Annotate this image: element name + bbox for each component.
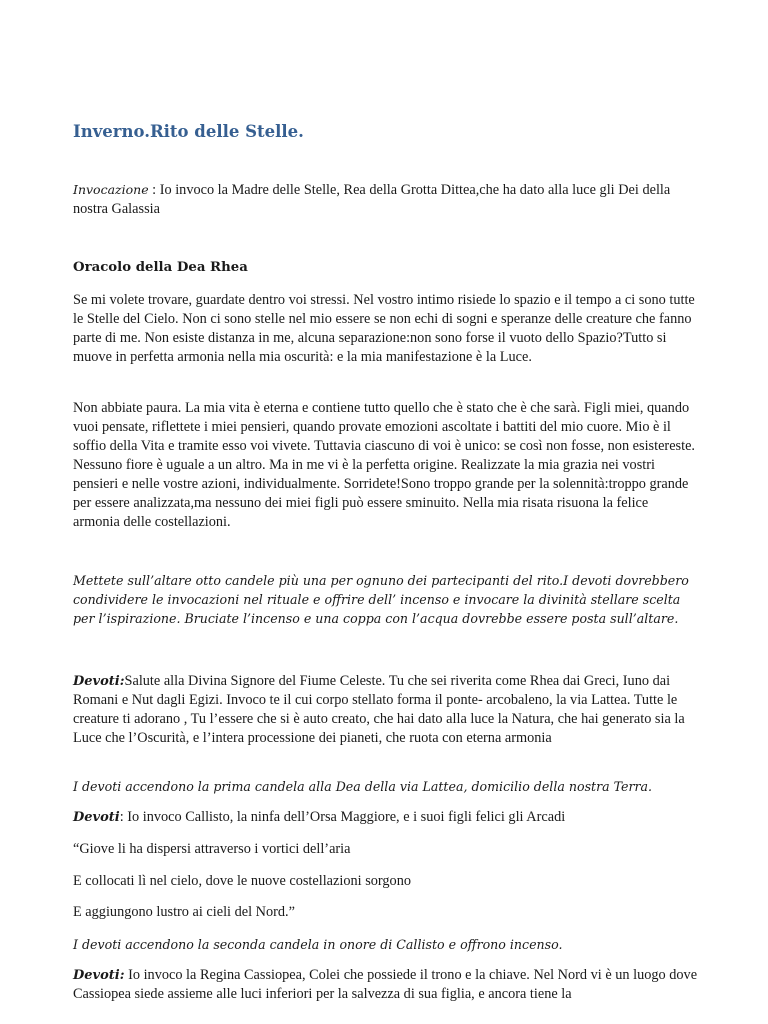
devoti-paragraph-1 xyxy=(73,672,698,748)
verse-line-2: E collocati lì nel cielo, dove le nuove costellazioni sorgono xyxy=(73,873,412,889)
invocation-label: Invocazione xyxy=(73,182,149,197)
speaker-label: Devoti: xyxy=(73,968,125,983)
devoti-text: : Io invoco Callisto, la ninfa dell’Orsa Maggiore, e i suoi figli felici gli Arcadi xyxy=(119,809,566,825)
speaker-label: Devoti: xyxy=(73,674,125,689)
document-title: Inverno.Rito delle Stelle. xyxy=(73,122,304,141)
invocation-text: : Io invoco la Madre delle Stelle, Rea della Grotta Dittea,che ha dato alla luce gli Dei della nostra Galassia xyxy=(73,182,671,217)
invocation-paragraph xyxy=(73,180,698,219)
oracle-paragraph-1: Se mi volete trovare, guardate dentro voi stressi. Nel vostro intimo risiede lo spazio e il tempo a ci sono tutte le Stelle del Cielo. Non ci sono stelle nel mio essere se non echi di sogni e speranze delle creature che fanno parte di me. Non esiste distanza in me, alcuna separazione:non sono forse il vuoto dello Spazio?Tutto si muove in perfetta armonia nella mia oscurità: e la mia manifestazione è la Luce. xyxy=(73,292,695,365)
instructions-paragraph: Mettete sull’altare otto candele più una per ognuno dei partecipanti del rito.I devoti dovrebbero condividere le invocazioni nel rituale e offrire dell’ incenso e invocare la divinità stellare scelta per l’ispirazione. Bruciate l’incenso e una coppa con l’acqua dovrebbe essere posta sull’altare. xyxy=(73,573,689,626)
devoti-text: Io invoco la Regina Cassiopea, Colei che possiede il trono e la chiave. Nel Nord vi è un luogo dove Cassiopea siede assieme alle luci inferiori per la salvezza di sua figlia, e ancora tiene la xyxy=(73,967,698,1002)
devoti-paragraph-2 xyxy=(73,808,698,827)
verse-line-1: “Giove li ha dispersi attraverso i vortici dell’aria xyxy=(73,841,351,857)
speaker-label: Devoti xyxy=(73,810,120,825)
devoti-paragraph-3 xyxy=(73,966,698,1004)
candle-instruction-2: I devoti accendono la seconda candela in onore di Callisto e offrono incenso. xyxy=(73,937,563,952)
verse-line-3: E aggiungono lustro ai cieli del Nord.” xyxy=(73,904,295,920)
devoti-text: Salute alla Divina Signore del Fiume Celeste. Tu che sei riverita come Rhea dai Greci, Iuno dai Romani e Nut dagli Egizi. Invoco te il cui corpo stellato forma il ponte- arcobaleno, la via Lattea. Tutte le creature ti adorano , Tu l’essere che si è auto creato, che hai dato alla luce la Natura, che hai generato sia la Luce che l’Oscurità, e l’intera processione dei pianeti, che ruota con eterna armonia xyxy=(73,673,685,746)
oracle-heading: Oracolo della Dea Rhea xyxy=(73,260,248,275)
oracle-paragraph-2: Non abbiate paura. La mia vita è eterna e contiene tutto quello che è stato che è che sarà. Figli miei, quando vuoi pensate, riflettete i miei pensieri, quando provate emozioni ascoltate i battiti del mio cuore. Mio è il soffio della Vita e tramite esso voi vivete. Tuttavia ciascuno di voi è unico: se così non fosse, non esistereste. Nessuno fiore è uguale a un altro. Ma in me vi è la perfetta origine. Realizzate la mia grazia nei vostri pensieri e nelle vostre azioni, individualmente. Sorridete!Sono troppo grande per la solennità:troppo grande per essere analizzata,ma nessuno dei miei figli può essere sminuito. Nella mia risata risuona la felice armonia delle costellazioni. xyxy=(73,400,695,530)
candle-instruction-1: I devoti accendono la prima candela alla Dea della via Lattea, domicilio della nostra Terra. xyxy=(73,779,653,794)
